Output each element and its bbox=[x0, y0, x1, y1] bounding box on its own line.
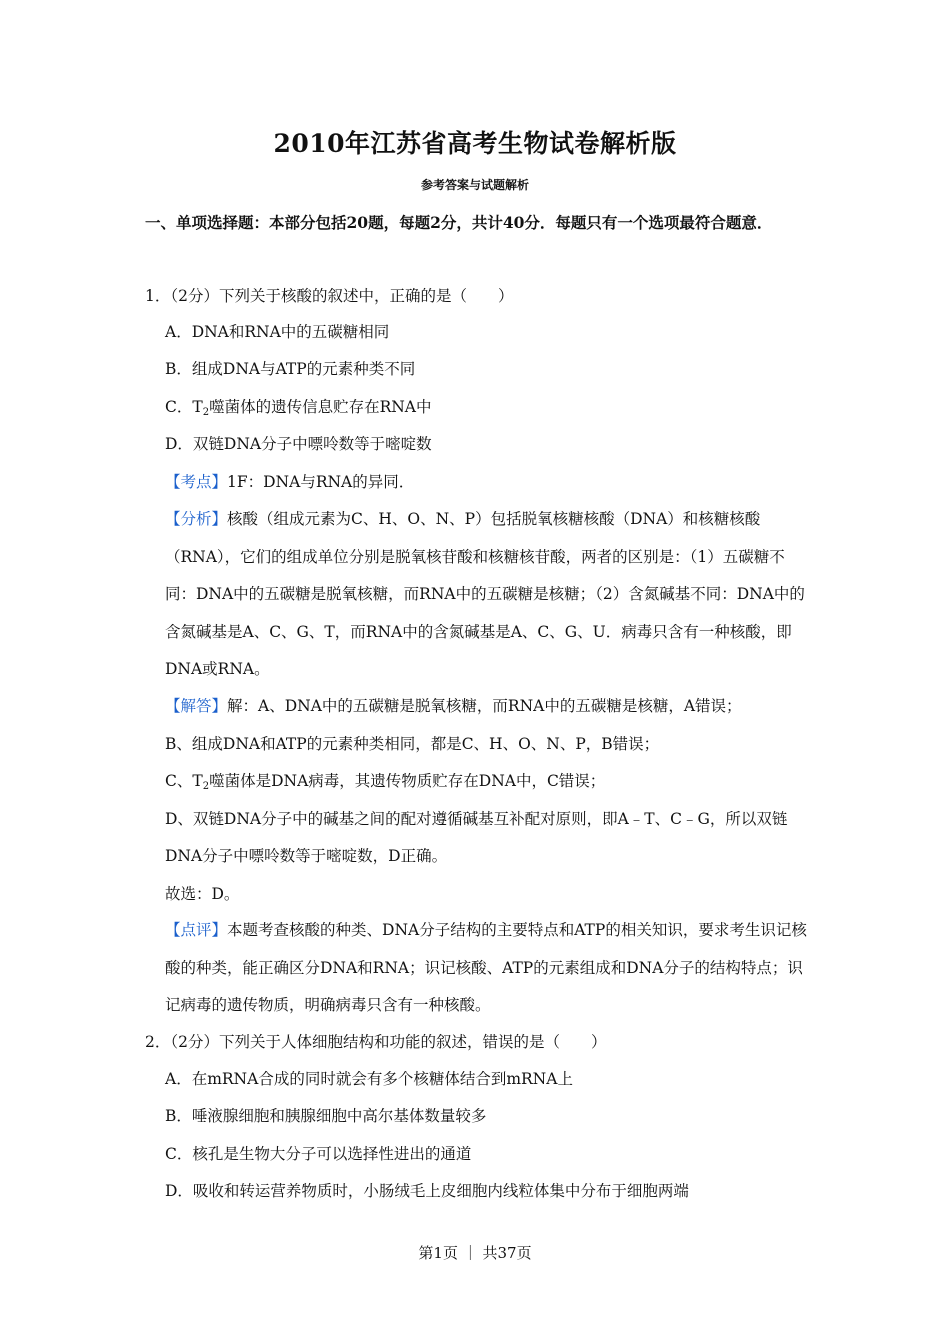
answer-line: 故选：D。 bbox=[165, 884, 240, 903]
question-2-stem: 2．（2分）下列关于人体细胞结构和功能的叙述，错误的是（ ） bbox=[145, 1033, 607, 1051]
jieda-c-prefix: C、T bbox=[165, 772, 203, 790]
fenxi-text: 核酸（组成元素为C、H、O、N、P）包括脱氧核糖核酸（DNA）和核糖核酸（RNA），它们的组成单位分别是脱氧核苷酸和核糖核苷酸，两者的区别是：（1）五碳糖不同：DNA中的五碳糖是脱氧核糖，而RNA中的五碳糖是核糖；（2）含氮碱基不同：DNA中的含氮碱基是A、C、G、T，而RNA中的含氮碱基是A、C、G、U．病毒只含有一种核酸，即DNA或RNA。 bbox=[165, 510, 805, 678]
page-footer: 第1页 ｜ 共37页 bbox=[418, 1244, 532, 1262]
question-2-option-a: A．在mRNA合成的同时就会有多个核糖体结合到mRNA上 bbox=[165, 1070, 573, 1088]
question-1-option-c bbox=[165, 389, 815, 427]
option-c-subscript: 2 bbox=[202, 407, 210, 418]
fenxi-tag: 【分析】 bbox=[165, 510, 228, 528]
section-heading: 一、单项选择题：本部分包括20题，每题2分，共计40分．每题只有一个选项最符合题意． bbox=[145, 213, 773, 232]
page-title: 2010年江苏省高考生物试卷解析版 bbox=[273, 129, 677, 158]
question-2-option-c: C．核孔是生物大分子可以选择性进出的通道 bbox=[165, 1145, 472, 1163]
question-2-option-d: D．吸收和转运营养物质时，小肠绒毛上皮细胞内线粒体集中分布于细胞两端 bbox=[165, 1182, 689, 1200]
fenxi-paragraph bbox=[165, 501, 815, 689]
jieda-line-a bbox=[165, 688, 815, 726]
jieda-paragraph bbox=[165, 688, 815, 913]
option-c-text: 噬菌体的遗传信息贮存在RNA中 bbox=[209, 398, 432, 416]
kaodian-tag: 【考点】 bbox=[165, 473, 228, 491]
question-1-stem: 1．（2分）下列关于核酸的叙述中，正确的是（ ） bbox=[145, 287, 514, 305]
question-2-option-b: B．唾液腺细胞和胰腺细胞中高尔基体数量较多 bbox=[165, 1107, 487, 1125]
dianping-tag: 【点评】 bbox=[165, 921, 228, 939]
jieda-a-text: 解：A、DNA中的五碳糖是脱氧核糖，而RNA中的五碳糖是核糖，A错误； bbox=[227, 697, 742, 715]
question-1-option-a: A．DNA和RNA中的五碳糖相同 bbox=[165, 323, 390, 341]
kaodian-paragraph bbox=[165, 464, 815, 502]
question-1-option-d: D．双链DNA分子中嘌呤数等于嘧啶数 bbox=[165, 435, 432, 453]
dianping-paragraph bbox=[165, 912, 815, 1025]
kaodian-text: 1F：DNA与RNA的异同． bbox=[227, 473, 415, 491]
option-c-prefix: C．T bbox=[165, 398, 203, 416]
dianping-text: 本题考查核酸的种类、DNA分子结构的主要特点和ATP的相关知识，要求考生识记核酸的种类，能正确区分DNA和RNA；识记核酸、ATP的元素组成和DNA分子的结构特点；识记病毒的遗传物质，明确病毒只含有一种核酸。 bbox=[165, 921, 807, 1014]
jieda-c-text: 噬菌体是DNA病毒，其遗传物质贮存在DNA中，C错误； bbox=[209, 772, 606, 790]
jieda-line-d: D、双链DNA分子中的碱基之间的配对遵循碱基互补配对原则，即A﹣T、C﹣G，所以双链DNA分子中嘌呤数等于嘧啶数，D正确。 bbox=[165, 809, 788, 865]
jieda-line-c bbox=[165, 763, 815, 801]
page-subtitle: 参考答案与试题解析 bbox=[420, 178, 529, 192]
question-1-option-b: B．组成DNA与ATP的元素种类不同 bbox=[165, 360, 416, 378]
jieda-line-b: B、组成DNA和ATP的元素种类相同，都是C、H、O、N、P，B错误； bbox=[165, 734, 660, 753]
jieda-tag: 【解答】 bbox=[165, 697, 228, 715]
jieda-c-subscript: 2 bbox=[202, 781, 210, 792]
